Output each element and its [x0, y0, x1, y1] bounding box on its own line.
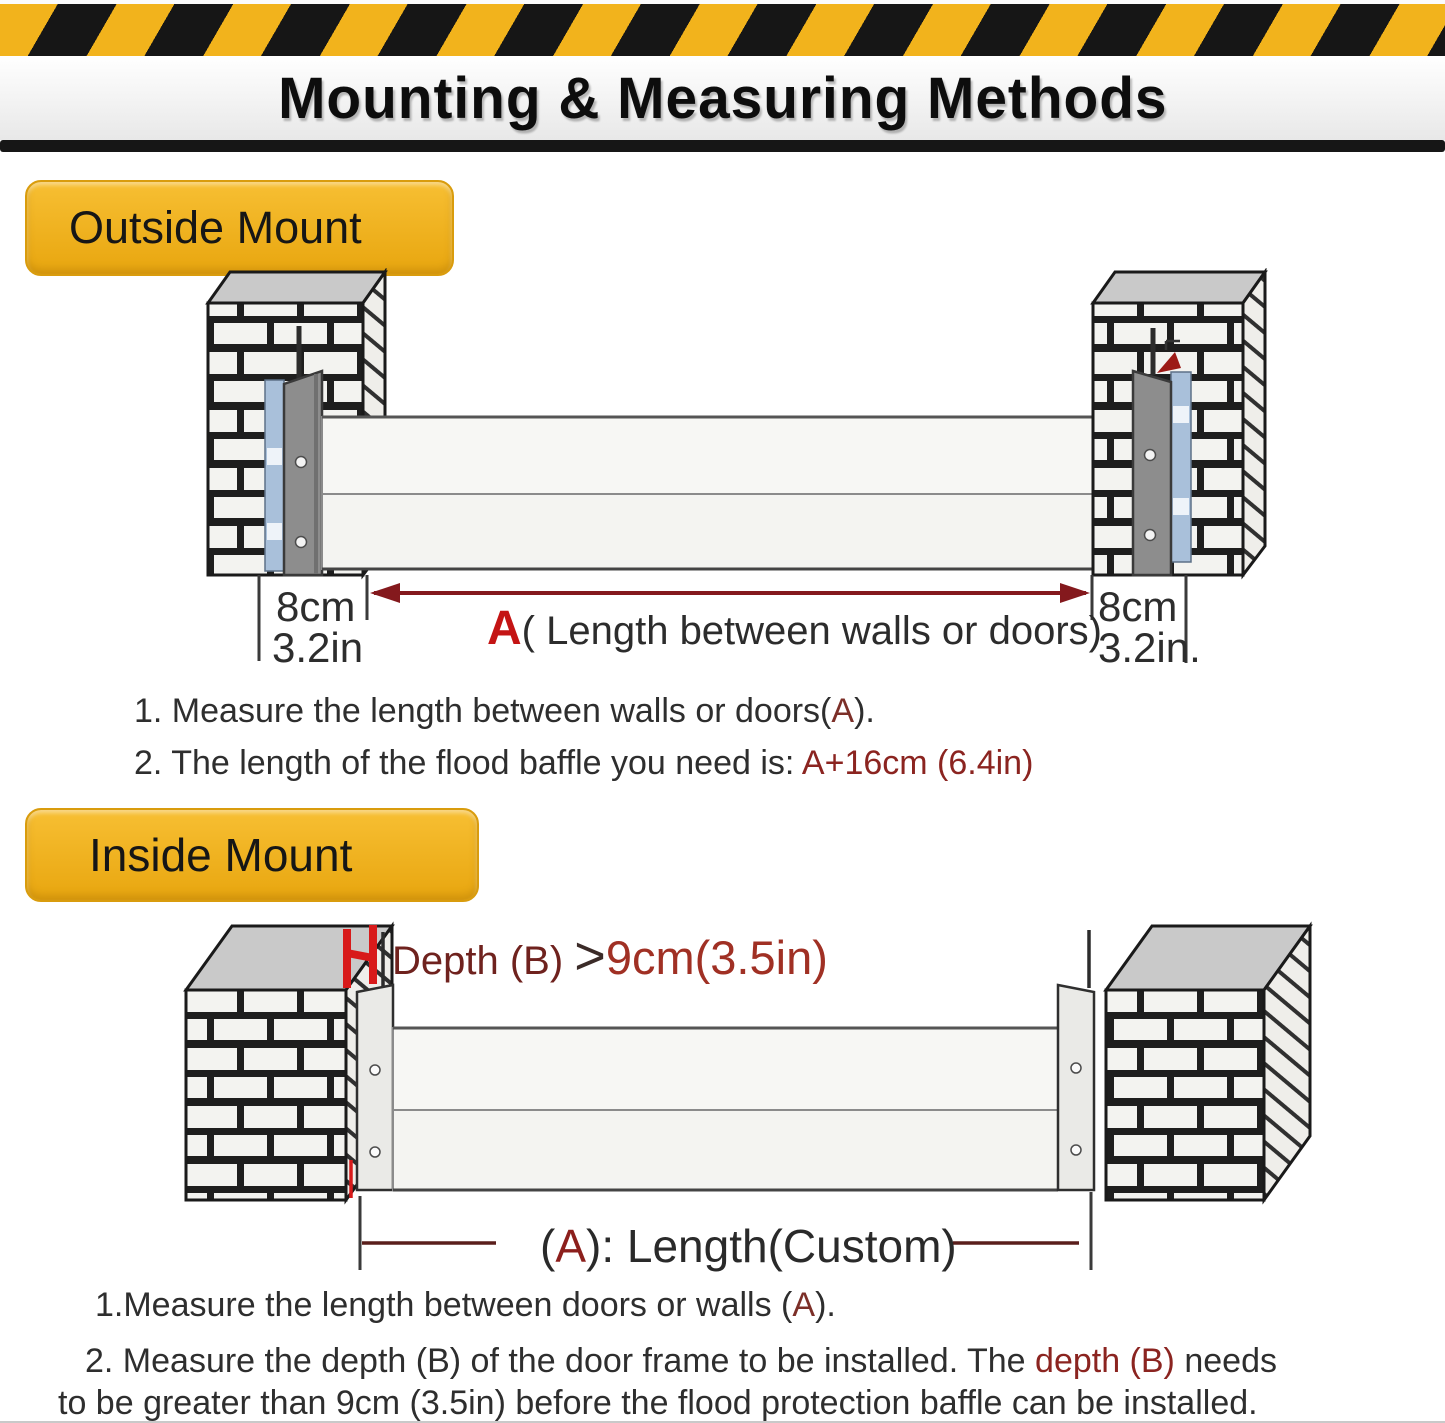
seal-strip: [1171, 372, 1191, 562]
outside-mount-label: [25, 180, 454, 276]
screw-hole: [296, 537, 307, 548]
seal-mark: [267, 523, 282, 540]
dim-right-in: 3.2in.: [1098, 624, 1201, 668]
channel-bar: [357, 985, 393, 1190]
outside-mount-diagram: [0, 268, 1445, 668]
dim-left-in: 3.2in: [272, 624, 364, 668]
seal-mark: [267, 448, 282, 465]
seal-mark: [1173, 406, 1189, 423]
length-a-label: A( Length between walls or doors): [487, 602, 1102, 655]
dimension-arrow: [370, 583, 1090, 603]
inside-instruction-3: to be greater than 9cm (3.5in) before the flood protection baffle can be installed.: [58, 1384, 1258, 1422]
outside-mount-label-text: Outside Mount: [69, 202, 362, 253]
screw-hole: [370, 1065, 380, 1075]
title-band: [0, 56, 1445, 140]
hazard-stripe-banner: [0, 0, 1445, 56]
inside-instruction-1: 1.Measure the length between doors or walls (A).: [95, 1286, 836, 1324]
screw-hole: [1071, 1063, 1081, 1073]
screw-hole: [296, 457, 307, 468]
screw-hole: [1071, 1145, 1081, 1155]
inside-mount-label: [25, 808, 479, 902]
outside-instruction-1: 1. Measure the length between walls or doors(A).: [134, 692, 875, 730]
length-custom-label: (A): Length(Custom): [540, 1220, 957, 1272]
channel-bar: [1133, 371, 1171, 575]
inside-instruction-2: 2. Measure the depth (B) of the door frame to be installed. The depth (B) needs: [85, 1342, 1277, 1380]
dim-left-cm: 8cm: [276, 583, 356, 630]
inside-mount-label-text: Inside Mount: [89, 829, 353, 881]
screw-hole: [1145, 450, 1156, 461]
length-dimension: [360, 1192, 1091, 1272]
outside-instruction-2: 2. The length of the flood baffle you need is: A+16cm (6.4in): [134, 744, 1034, 782]
right-pillar: [1106, 926, 1310, 1200]
seal-strip: [265, 380, 284, 571]
screw-hole: [1145, 530, 1156, 541]
dim-right-cm: 8cm: [1098, 583, 1178, 630]
inside-mount-diagram: [0, 900, 1445, 1285]
flood-barrier-panels: [393, 1028, 1058, 1190]
title-underline-bar: [0, 140, 1445, 152]
mounting-channel-right: [1058, 930, 1094, 1190]
arrowhead-left-icon: [370, 583, 400, 603]
page-title: Mounting & Measuring Methods: [277, 65, 1168, 131]
flood-barrier-panels: [322, 417, 1135, 569]
channel-bar: [1058, 985, 1094, 1190]
seal-mark: [1173, 498, 1189, 515]
arrowhead-right-icon: [1060, 583, 1090, 603]
screw-hole: [370, 1147, 380, 1157]
dimension-annotation: [259, 575, 1201, 668]
depth-label: Depth (B) >9cm(3.5in): [392, 926, 828, 986]
